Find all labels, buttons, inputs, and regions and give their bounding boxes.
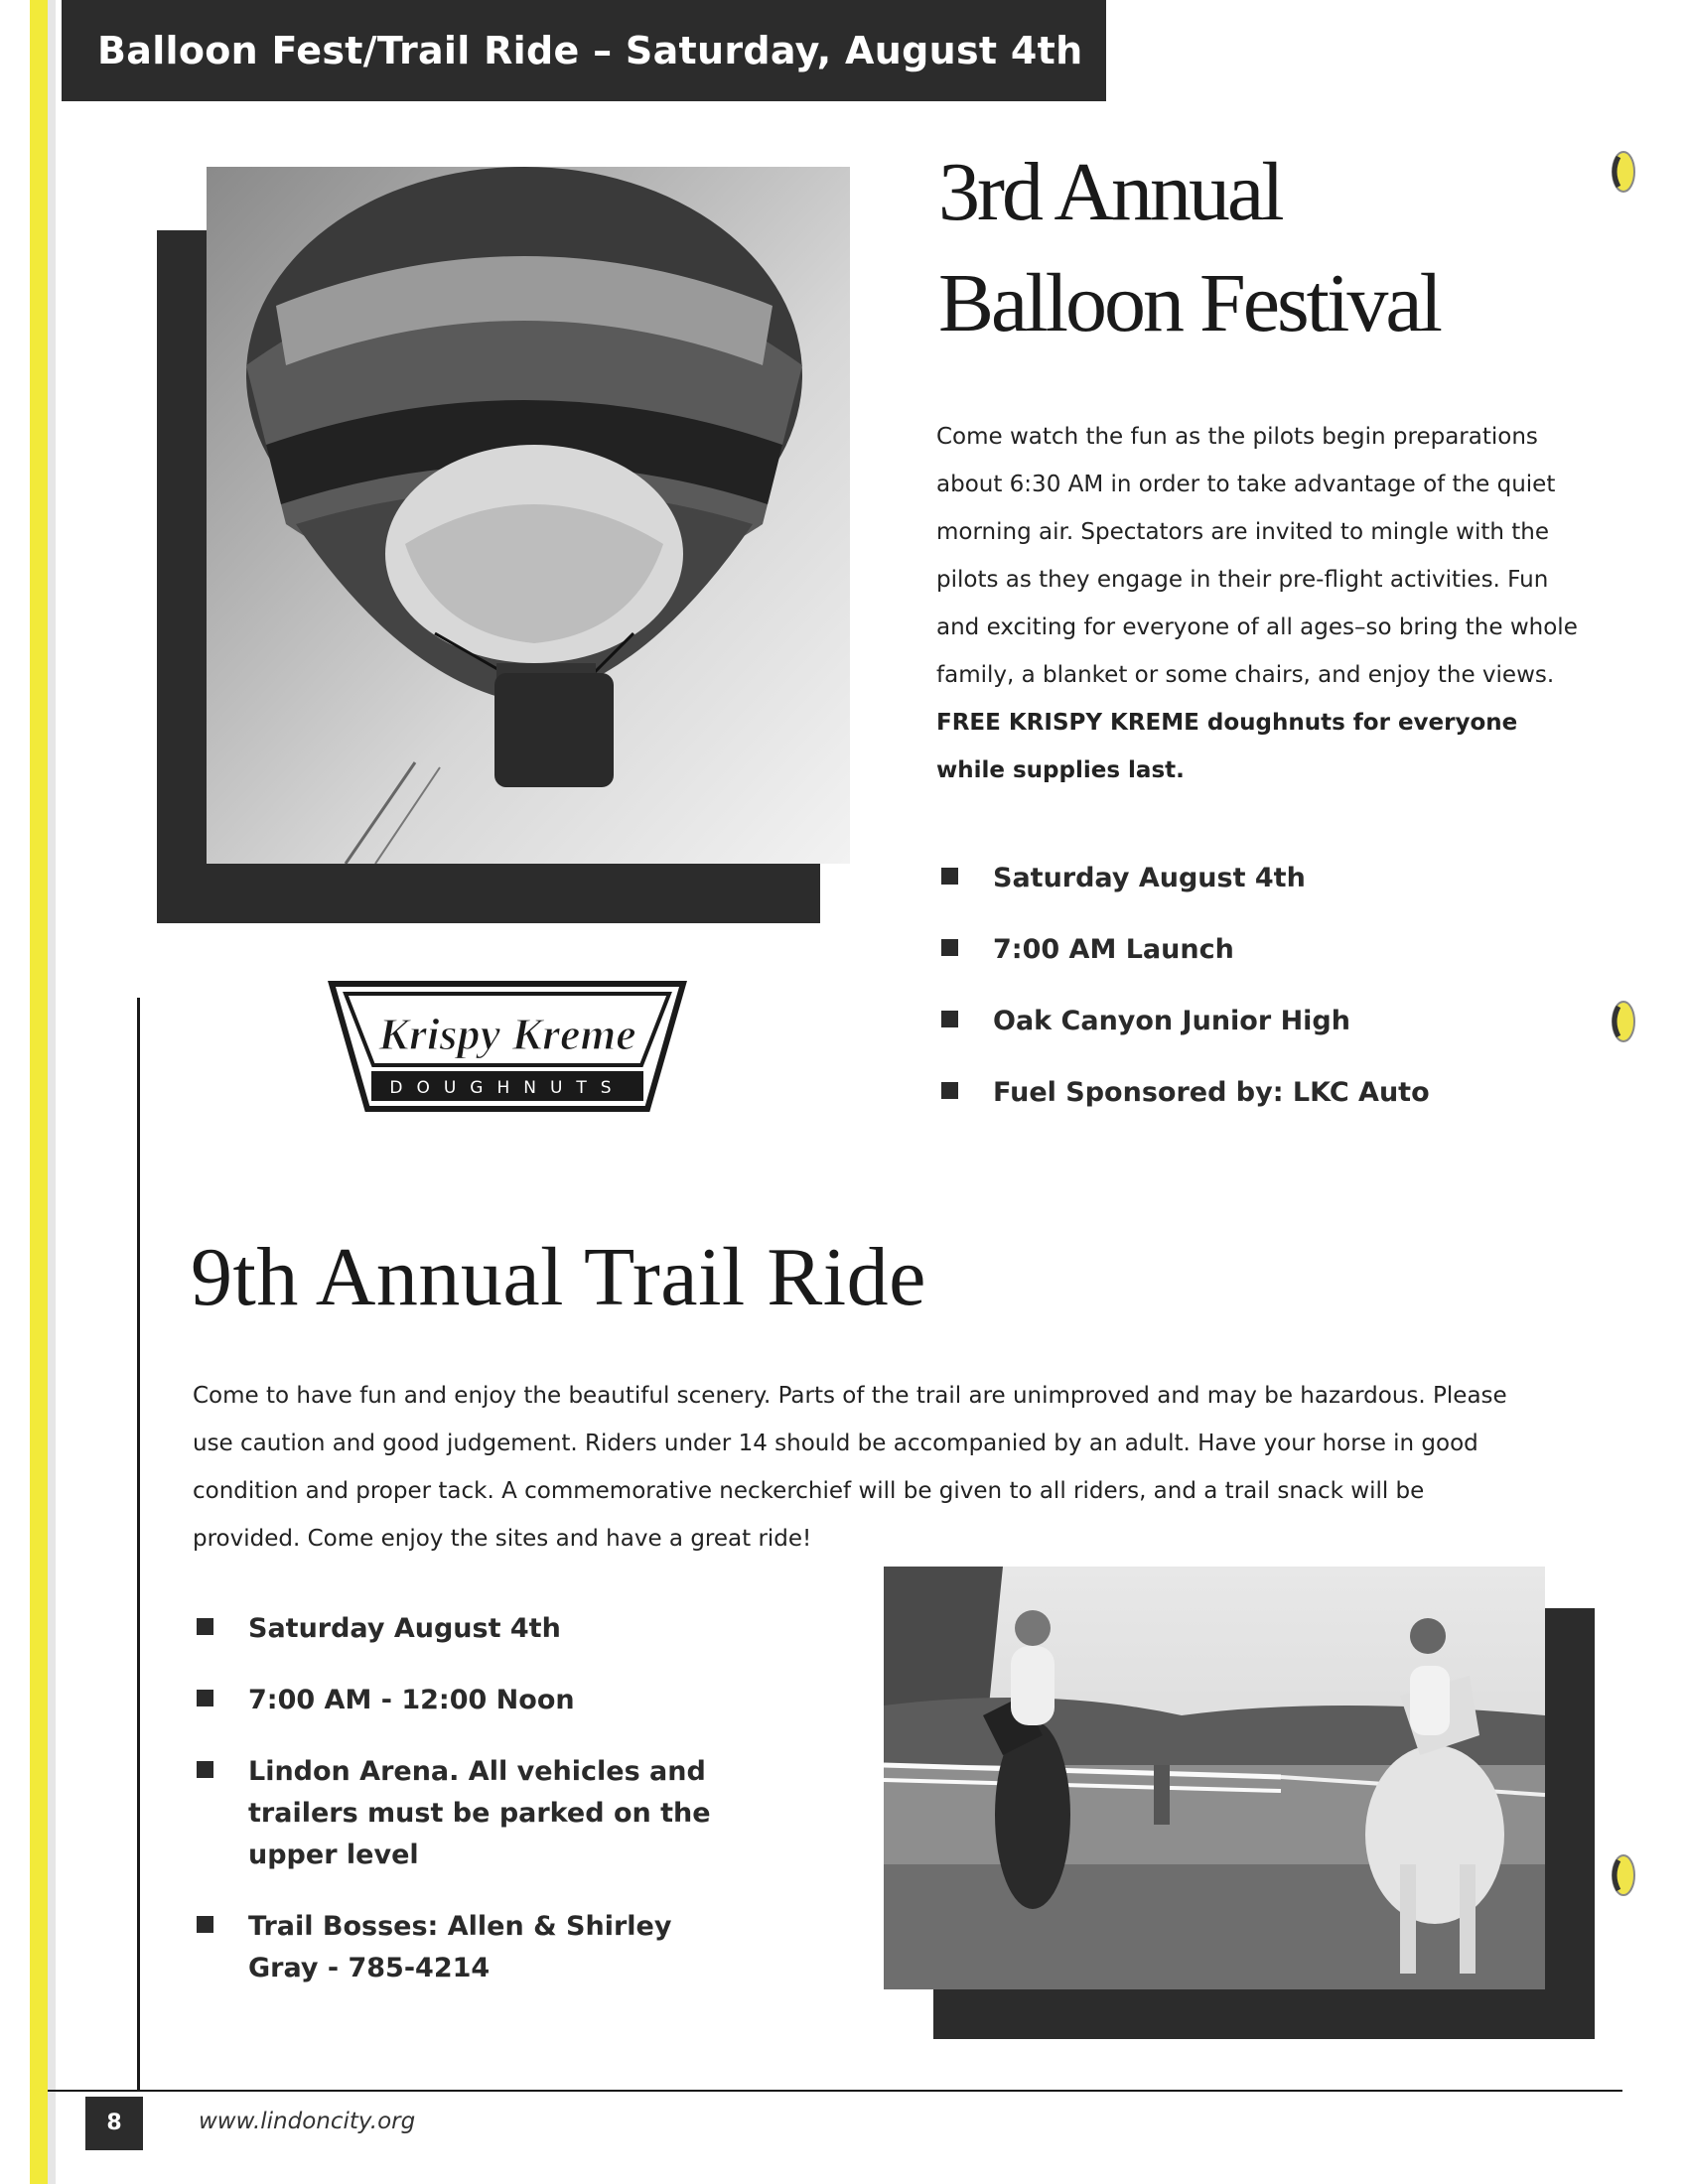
bullet-square-icon [941,1011,958,1027]
logo-tagline-text: DOUGHNUTS [389,1078,626,1098]
bullet-square-icon [197,1761,213,1778]
bullet-square-icon [197,1690,213,1706]
header-bar: Balloon Fest/Trail Ride – Saturday, August 4th [62,0,1106,101]
trail-bullet: Lindon Arena. All vehicles and trailers must be parked on the upper level [197,1751,713,1876]
trail-ride-title: 9th Annual Trail Ride [191,1231,926,1323]
trail-ride-description: Come to have fun and enjoy the beautiful scenery. Parts of the trail are unimproved and may be hazardous. Please use caution and good judgement. Riders under 14 should be accompanied by an adult. Have your horse in good condition and proper tack. A commemorative neckerchief will be given to all riders, and a trail snack will be provided. Come enjoy the sites and have a great ride! [193,1383,1507,1552]
footer-url: www.lindoncity.org [199,2109,416,2134]
krispy-kreme-logo [328,978,687,1119]
balloon-title-line2: Balloon Festival [938,257,1440,349]
bullet-square-icon [941,1082,958,1099]
trail-bullet: 7:00 AM - 12:00 Noon [197,1680,713,1721]
page-edge-shadow [48,0,56,2184]
horse-riders-photo [884,1567,1545,1989]
bullet-square-icon [941,868,958,885]
trail-bullet: Trail Bosses: Allen & Shirley Gray - 785-4214 [197,1906,713,1989]
logo-brand-text: Krispy Kreme [378,1009,636,1059]
balloon-bullets [941,858,1577,1144]
trail-bullets [197,1608,713,2019]
bullet-square-icon [197,1618,213,1635]
bullet-square-icon [941,939,958,956]
binder-hole-icon [1609,999,1638,1044]
balloon-bullet: 7:00 AM Launch [941,929,1577,1001]
balloon-bullet: Fuel Sponsored by: LKC Auto [941,1072,1577,1144]
footer-rule [48,2090,1622,2092]
balloon-description [936,413,1592,794]
balloon-bullet: Oak Canyon Junior High [941,1001,1577,1072]
balloon-festival-title [938,137,1440,359]
bullet-square-icon [197,1916,213,1933]
trail-bullet: Saturday August 4th [197,1608,713,1650]
page-number: 8 [85,2097,143,2150]
balloon-bullet: Saturday August 4th [941,858,1577,929]
binder-hole-icon [1609,1852,1638,1898]
balloon-body-text: Come watch the fun as the pilots begin preparations about 6:30 AM in order to take advantage of the quiet morning air. Spectators are invited to mingle with the pilots as they engage in their pre-flight activities. Fun and exciting for everyone of all ages–so bring the whole family, a blanket or some chairs, and enjoy the views. [936,424,1578,688]
balloon-body-bold: FREE KRISPY KREME doughnuts for everyone while supplies last. [936,710,1518,783]
section-divider-vertical [137,998,140,2090]
yellow-page-edge [30,0,48,2184]
binder-hole-icon [1609,149,1638,195]
balloon-title-line1: 3rd Annual [938,146,1282,238]
balloon-photo [207,167,850,864]
